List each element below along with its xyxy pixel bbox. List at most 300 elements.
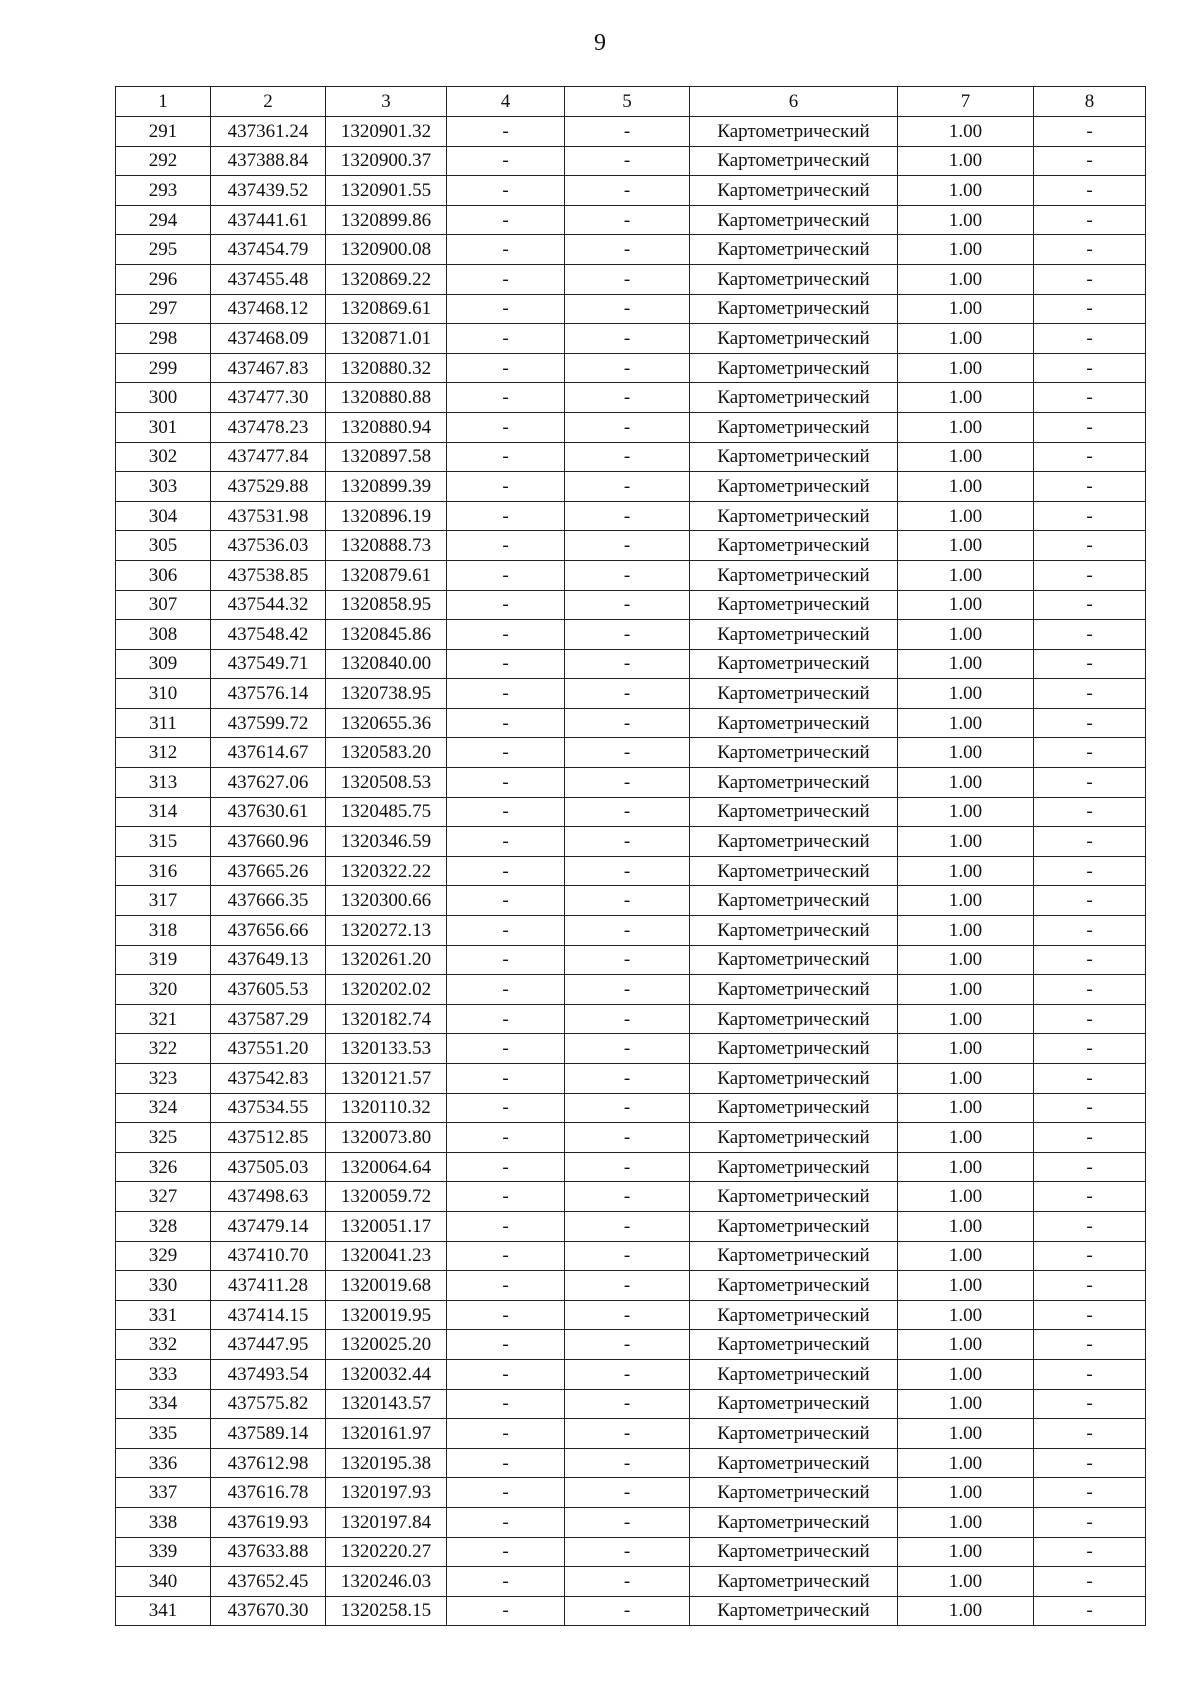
point-number-cell: 291 [116, 117, 211, 147]
accuracy-cell: 1.00 [898, 1271, 1034, 1301]
column-8-cell: - [1034, 1300, 1146, 1330]
column-5-cell: - [565, 1182, 690, 1212]
y-coordinate-cell: 1320051.17 [326, 1211, 447, 1241]
column-4-cell: - [447, 501, 565, 531]
y-coordinate-cell: 1320032.44 [326, 1359, 447, 1389]
accuracy-cell: 1.00 [898, 383, 1034, 413]
method-cell: Картометрический [690, 886, 898, 916]
method-cell: Картометрический [690, 1448, 898, 1478]
column-4-cell: - [447, 1596, 565, 1626]
x-coordinate-cell: 437529.88 [211, 472, 326, 502]
table-row [116, 856, 1146, 886]
column-8-cell: - [1034, 1182, 1146, 1212]
column-8-cell: - [1034, 472, 1146, 502]
x-coordinate-cell: 437619.93 [211, 1507, 326, 1537]
x-coordinate-cell: 437599.72 [211, 708, 326, 738]
table-row [116, 1596, 1146, 1626]
column-5-cell: - [565, 738, 690, 768]
table-row [116, 649, 1146, 679]
point-number-cell: 317 [116, 886, 211, 916]
column-4-cell: - [447, 294, 565, 324]
column-8-cell: - [1034, 1064, 1146, 1094]
x-coordinate-cell: 437660.96 [211, 827, 326, 857]
accuracy-cell: 1.00 [898, 117, 1034, 147]
table-row [116, 1034, 1146, 1064]
column-4-cell: - [447, 324, 565, 354]
column-4-cell: - [447, 117, 565, 147]
x-coordinate-cell: 437536.03 [211, 531, 326, 561]
point-number-cell: 329 [116, 1241, 211, 1271]
table-row [116, 1093, 1146, 1123]
point-number-cell: 307 [116, 590, 211, 620]
y-coordinate-cell: 1320064.64 [326, 1152, 447, 1182]
column-8-cell: - [1034, 294, 1146, 324]
column-5-cell: - [565, 708, 690, 738]
column-4-cell: - [447, 560, 565, 590]
point-number-cell: 303 [116, 472, 211, 502]
column-5-cell: - [565, 1448, 690, 1478]
method-cell: Картометрический [690, 768, 898, 798]
column-5-cell: - [565, 679, 690, 709]
point-number-cell: 325 [116, 1123, 211, 1153]
table-row [116, 117, 1146, 147]
point-number-cell: 313 [116, 768, 211, 798]
x-coordinate-cell: 437468.12 [211, 294, 326, 324]
column-4-cell: - [447, 886, 565, 916]
page-number: 9 [594, 30, 606, 56]
point-number-cell: 319 [116, 945, 211, 975]
y-coordinate-cell: 1320583.20 [326, 738, 447, 768]
column-5-cell: - [565, 1241, 690, 1271]
accuracy-cell: 1.00 [898, 1123, 1034, 1153]
accuracy-cell: 1.00 [898, 1537, 1034, 1567]
column-5-cell: - [565, 856, 690, 886]
column-5-cell: - [565, 412, 690, 442]
column-4-cell: - [447, 679, 565, 709]
x-coordinate-cell: 437479.14 [211, 1211, 326, 1241]
column-8-cell: - [1034, 975, 1146, 1005]
accuracy-cell: 1.00 [898, 856, 1034, 886]
column-5-cell: - [565, 294, 690, 324]
column-header: 1 [116, 87, 211, 117]
x-coordinate-cell: 437531.98 [211, 501, 326, 531]
table-row [116, 916, 1146, 946]
column-5-cell: - [565, 442, 690, 472]
x-coordinate-cell: 437649.13 [211, 945, 326, 975]
point-number-cell: 309 [116, 649, 211, 679]
column-4-cell: - [447, 531, 565, 561]
table-row [116, 501, 1146, 531]
accuracy-cell: 1.00 [898, 1330, 1034, 1360]
column-5-cell: - [565, 1004, 690, 1034]
point-number-cell: 323 [116, 1064, 211, 1094]
x-coordinate-cell: 437538.85 [211, 560, 326, 590]
column-4-cell: - [447, 1093, 565, 1123]
point-number-cell: 299 [116, 353, 211, 383]
y-coordinate-cell: 1320880.94 [326, 412, 447, 442]
point-number-cell: 304 [116, 501, 211, 531]
table-row [116, 1359, 1146, 1389]
method-cell: Картометрический [690, 560, 898, 590]
column-5-cell: - [565, 1419, 690, 1449]
y-coordinate-cell: 1320025.20 [326, 1330, 447, 1360]
y-coordinate-cell: 1320738.95 [326, 679, 447, 709]
point-number-cell: 296 [116, 264, 211, 294]
y-coordinate-cell: 1320322.22 [326, 856, 447, 886]
column-8-cell: - [1034, 1537, 1146, 1567]
table-row [116, 176, 1146, 206]
x-coordinate-cell: 437477.84 [211, 442, 326, 472]
column-4-cell: - [447, 1537, 565, 1567]
table-row [116, 975, 1146, 1005]
column-4-cell: - [447, 235, 565, 265]
method-cell: Картометрический [690, 1507, 898, 1537]
column-8-cell: - [1034, 1389, 1146, 1419]
method-cell: Картометрический [690, 146, 898, 176]
column-5-cell: - [565, 1567, 690, 1597]
accuracy-cell: 1.00 [898, 620, 1034, 650]
column-5-cell: - [565, 916, 690, 946]
column-5-cell: - [565, 590, 690, 620]
y-coordinate-cell: 1320871.01 [326, 324, 447, 354]
column-4-cell: - [447, 176, 565, 206]
column-8-cell: - [1034, 1034, 1146, 1064]
column-5-cell: - [565, 353, 690, 383]
column-4-cell: - [447, 708, 565, 738]
method-cell: Картометрический [690, 1478, 898, 1508]
column-4-cell: - [447, 945, 565, 975]
point-number-cell: 293 [116, 176, 211, 206]
accuracy-cell: 1.00 [898, 1211, 1034, 1241]
x-coordinate-cell: 437512.85 [211, 1123, 326, 1153]
y-coordinate-cell: 1320121.57 [326, 1064, 447, 1094]
column-8-cell: - [1034, 1152, 1146, 1182]
accuracy-cell: 1.00 [898, 827, 1034, 857]
x-coordinate-cell: 437670.30 [211, 1596, 326, 1626]
column-4-cell: - [447, 649, 565, 679]
x-coordinate-cell: 437498.63 [211, 1182, 326, 1212]
accuracy-cell: 1.00 [898, 768, 1034, 798]
x-coordinate-cell: 437666.35 [211, 886, 326, 916]
table-row [116, 1567, 1146, 1597]
table-row [116, 1389, 1146, 1419]
accuracy-cell: 1.00 [898, 945, 1034, 975]
method-cell: Картометрический [690, 679, 898, 709]
column-8-cell: - [1034, 738, 1146, 768]
column-5-cell: - [565, 1093, 690, 1123]
accuracy-cell: 1.00 [898, 1004, 1034, 1034]
x-coordinate-cell: 437534.55 [211, 1093, 326, 1123]
column-4-cell: - [447, 1064, 565, 1094]
accuracy-cell: 1.00 [898, 590, 1034, 620]
column-4-cell: - [447, 264, 565, 294]
point-number-cell: 328 [116, 1211, 211, 1241]
method-cell: Картометрический [690, 324, 898, 354]
table-row [116, 472, 1146, 502]
point-number-cell: 320 [116, 975, 211, 1005]
point-number-cell: 292 [116, 146, 211, 176]
method-cell: Картометрический [690, 1064, 898, 1094]
column-5-cell: - [565, 1596, 690, 1626]
column-5-cell: - [565, 886, 690, 916]
point-number-cell: 341 [116, 1596, 211, 1626]
column-4-cell: - [447, 1004, 565, 1034]
column-4-cell: - [447, 1448, 565, 1478]
accuracy-cell: 1.00 [898, 1419, 1034, 1449]
accuracy-cell: 1.00 [898, 1300, 1034, 1330]
column-5-cell: - [565, 975, 690, 1005]
y-coordinate-cell: 1320182.74 [326, 1004, 447, 1034]
column-5-cell: - [565, 768, 690, 798]
column-8-cell: - [1034, 205, 1146, 235]
table-row [116, 412, 1146, 442]
table-row [116, 146, 1146, 176]
y-coordinate-cell: 1320899.39 [326, 472, 447, 502]
x-coordinate-cell: 437544.32 [211, 590, 326, 620]
point-number-cell: 324 [116, 1093, 211, 1123]
method-cell: Картометрический [690, 1330, 898, 1360]
column-4-cell: - [447, 205, 565, 235]
column-5-cell: - [565, 945, 690, 975]
point-number-cell: 332 [116, 1330, 211, 1360]
y-coordinate-cell: 1320261.20 [326, 945, 447, 975]
point-number-cell: 336 [116, 1448, 211, 1478]
column-8-cell: - [1034, 176, 1146, 206]
accuracy-cell: 1.00 [898, 560, 1034, 590]
y-coordinate-cell: 1320879.61 [326, 560, 447, 590]
column-5-cell: - [565, 1034, 690, 1064]
point-number-cell: 338 [116, 1507, 211, 1537]
x-coordinate-cell: 437439.52 [211, 176, 326, 206]
y-coordinate-cell: 1320019.68 [326, 1271, 447, 1301]
table-row [116, 353, 1146, 383]
method-cell: Картометрический [690, 531, 898, 561]
point-number-cell: 310 [116, 679, 211, 709]
column-8-cell: - [1034, 1004, 1146, 1034]
method-cell: Картометрический [690, 1596, 898, 1626]
coordinates-table [115, 86, 1146, 1626]
point-number-cell: 308 [116, 620, 211, 650]
x-coordinate-cell: 437447.95 [211, 1330, 326, 1360]
column-5-cell: - [565, 1064, 690, 1094]
table-row [116, 1182, 1146, 1212]
accuracy-cell: 1.00 [898, 531, 1034, 561]
y-coordinate-cell: 1320869.22 [326, 264, 447, 294]
method-cell: Картометрический [690, 827, 898, 857]
accuracy-cell: 1.00 [898, 708, 1034, 738]
y-coordinate-cell: 1320220.27 [326, 1537, 447, 1567]
point-number-cell: 294 [116, 205, 211, 235]
column-4-cell: - [447, 1507, 565, 1537]
accuracy-cell: 1.00 [898, 1064, 1034, 1094]
column-5-cell: - [565, 1389, 690, 1419]
table-row [116, 205, 1146, 235]
method-cell: Картометрический [690, 117, 898, 147]
accuracy-cell: 1.00 [898, 1478, 1034, 1508]
table-row [116, 1419, 1146, 1449]
column-4-cell: - [447, 1359, 565, 1389]
x-coordinate-cell: 437411.28 [211, 1271, 326, 1301]
column-8-cell: - [1034, 501, 1146, 531]
y-coordinate-cell: 1320897.58 [326, 442, 447, 472]
column-4-cell: - [447, 856, 565, 886]
column-8-cell: - [1034, 1241, 1146, 1271]
accuracy-cell: 1.00 [898, 1448, 1034, 1478]
accuracy-cell: 1.00 [898, 412, 1034, 442]
accuracy-cell: 1.00 [898, 176, 1034, 206]
accuracy-cell: 1.00 [898, 886, 1034, 916]
x-coordinate-cell: 437605.53 [211, 975, 326, 1005]
point-number-cell: 300 [116, 383, 211, 413]
x-coordinate-cell: 437656.66 [211, 916, 326, 946]
table-row [116, 1123, 1146, 1153]
y-coordinate-cell: 1320900.08 [326, 235, 447, 265]
x-coordinate-cell: 437410.70 [211, 1241, 326, 1271]
y-coordinate-cell: 1320272.13 [326, 916, 447, 946]
y-coordinate-cell: 1320880.88 [326, 383, 447, 413]
accuracy-cell: 1.00 [898, 1389, 1034, 1419]
y-coordinate-cell: 1320041.23 [326, 1241, 447, 1271]
column-header: 2 [211, 87, 326, 117]
column-5-cell: - [565, 620, 690, 650]
column-8-cell: - [1034, 590, 1146, 620]
column-4-cell: - [447, 146, 565, 176]
table-row [116, 827, 1146, 857]
table-row [116, 1537, 1146, 1567]
point-number-cell: 315 [116, 827, 211, 857]
method-cell: Картометрический [690, 294, 898, 324]
column-4-cell: - [447, 1241, 565, 1271]
column-8-cell: - [1034, 620, 1146, 650]
column-4-cell: - [447, 1389, 565, 1419]
x-coordinate-cell: 437630.61 [211, 797, 326, 827]
column-8-cell: - [1034, 945, 1146, 975]
column-4-cell: - [447, 1567, 565, 1597]
column-8-cell: - [1034, 886, 1146, 916]
accuracy-cell: 1.00 [898, 797, 1034, 827]
column-4-cell: - [447, 590, 565, 620]
column-8-cell: - [1034, 827, 1146, 857]
method-cell: Картометрический [690, 1034, 898, 1064]
column-8-cell: - [1034, 768, 1146, 798]
column-4-cell: - [447, 916, 565, 946]
column-8-cell: - [1034, 1271, 1146, 1301]
column-5-cell: - [565, 146, 690, 176]
y-coordinate-cell: 1320901.32 [326, 117, 447, 147]
column-5-cell: - [565, 205, 690, 235]
column-5-cell: - [565, 1330, 690, 1360]
column-4-cell: - [447, 1034, 565, 1064]
y-coordinate-cell: 1320019.95 [326, 1300, 447, 1330]
accuracy-cell: 1.00 [898, 264, 1034, 294]
x-coordinate-cell: 437665.26 [211, 856, 326, 886]
table-row [116, 1271, 1146, 1301]
accuracy-cell: 1.00 [898, 235, 1034, 265]
column-8-cell: - [1034, 856, 1146, 886]
x-coordinate-cell: 437454.79 [211, 235, 326, 265]
x-coordinate-cell: 437614.67 [211, 738, 326, 768]
column-header: 8 [1034, 87, 1146, 117]
column-header: 6 [690, 87, 898, 117]
accuracy-cell: 1.00 [898, 738, 1034, 768]
column-8-cell: - [1034, 679, 1146, 709]
column-4-cell: - [447, 1152, 565, 1182]
column-5-cell: - [565, 560, 690, 590]
accuracy-cell: 1.00 [898, 679, 1034, 709]
column-8-cell: - [1034, 412, 1146, 442]
column-5-cell: - [565, 264, 690, 294]
x-coordinate-cell: 437551.20 [211, 1034, 326, 1064]
column-5-cell: - [565, 1507, 690, 1537]
method-cell: Картометрический [690, 1389, 898, 1419]
column-5-cell: - [565, 1478, 690, 1508]
column-8-cell: - [1034, 797, 1146, 827]
x-coordinate-cell: 437493.54 [211, 1359, 326, 1389]
point-number-cell: 302 [116, 442, 211, 472]
table-row [116, 679, 1146, 709]
point-number-cell: 305 [116, 531, 211, 561]
y-coordinate-cell: 1320143.57 [326, 1389, 447, 1419]
method-cell: Картометрический [690, 501, 898, 531]
table-row [116, 294, 1146, 324]
method-cell: Картометрический [690, 353, 898, 383]
point-number-cell: 297 [116, 294, 211, 324]
method-cell: Картометрический [690, 235, 898, 265]
table-row [116, 738, 1146, 768]
accuracy-cell: 1.00 [898, 916, 1034, 946]
method-cell: Картометрический [690, 176, 898, 206]
column-4-cell: - [447, 1271, 565, 1301]
column-8-cell: - [1034, 560, 1146, 590]
method-cell: Картометрический [690, 442, 898, 472]
column-5-cell: - [565, 176, 690, 206]
accuracy-cell: 1.00 [898, 442, 1034, 472]
table-row [116, 442, 1146, 472]
column-5-cell: - [565, 1300, 690, 1330]
column-8-cell: - [1034, 1567, 1146, 1597]
column-5-cell: - [565, 1271, 690, 1301]
x-coordinate-cell: 437616.78 [211, 1478, 326, 1508]
column-5-cell: - [565, 1359, 690, 1389]
y-coordinate-cell: 1320880.32 [326, 353, 447, 383]
y-coordinate-cell: 1320858.95 [326, 590, 447, 620]
table-row [116, 590, 1146, 620]
column-header: 3 [326, 87, 447, 117]
method-cell: Картометрический [690, 383, 898, 413]
table-header-row [116, 87, 1146, 117]
column-8-cell: - [1034, 1123, 1146, 1153]
column-4-cell: - [447, 1419, 565, 1449]
point-number-cell: 295 [116, 235, 211, 265]
table-row [116, 1507, 1146, 1537]
x-coordinate-cell: 437414.15 [211, 1300, 326, 1330]
y-coordinate-cell: 1320202.02 [326, 975, 447, 1005]
column-8-cell: - [1034, 1211, 1146, 1241]
point-number-cell: 311 [116, 708, 211, 738]
method-cell: Картометрический [690, 1241, 898, 1271]
method-cell: Картометрический [690, 945, 898, 975]
point-number-cell: 335 [116, 1419, 211, 1449]
method-cell: Картометрический [690, 1419, 898, 1449]
point-number-cell: 298 [116, 324, 211, 354]
column-5-cell: - [565, 383, 690, 413]
point-number-cell: 339 [116, 1537, 211, 1567]
x-coordinate-cell: 437478.23 [211, 412, 326, 442]
table-row [116, 264, 1146, 294]
column-8-cell: - [1034, 1596, 1146, 1626]
y-coordinate-cell: 1320258.15 [326, 1596, 447, 1626]
x-coordinate-cell: 437467.83 [211, 353, 326, 383]
